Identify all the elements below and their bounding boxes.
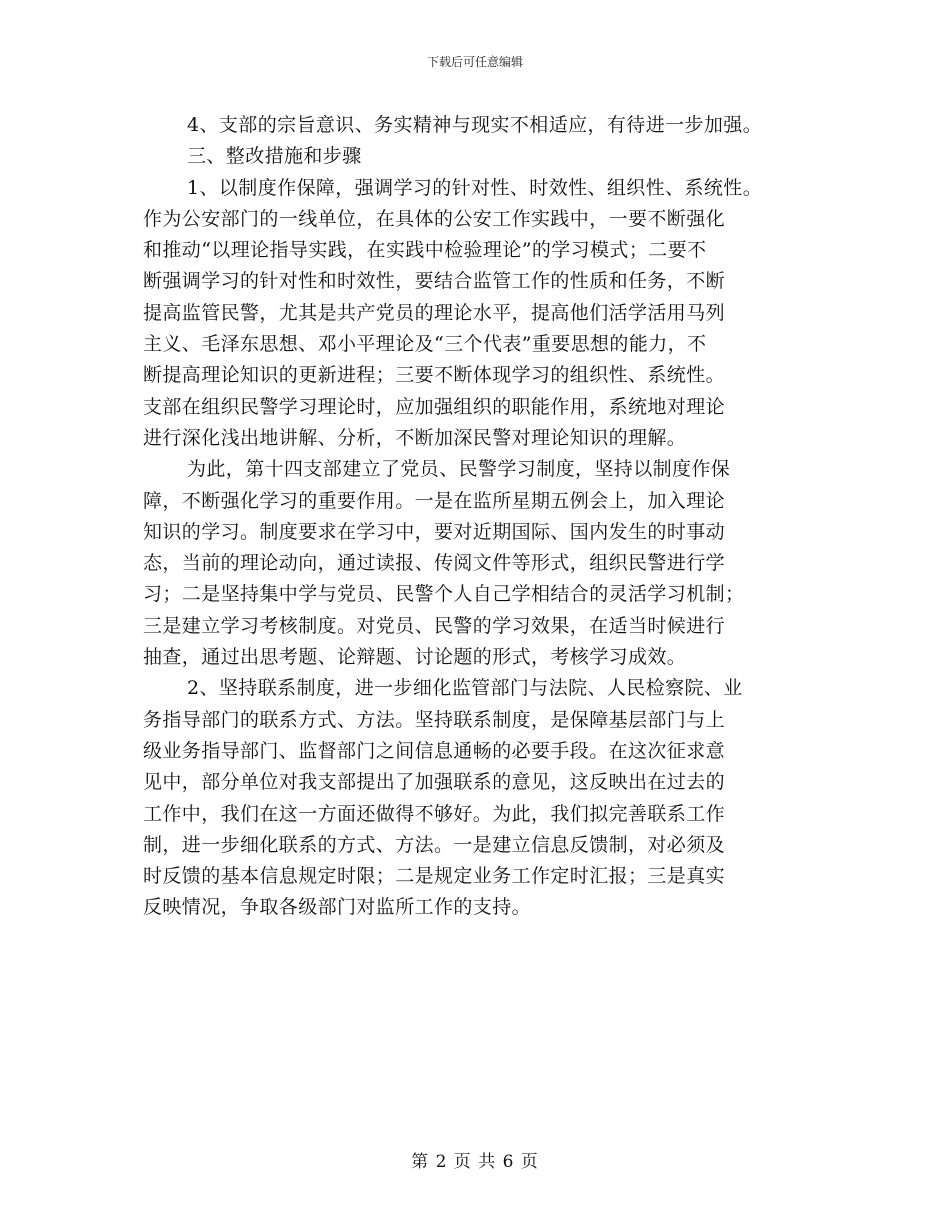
text-line: 反映情况，争取各级部门对监所工作的支持。 [143, 896, 532, 919]
text-line: 知识的学习。制度要求在学习中，要对近期国际、国内发生的时事动 [143, 520, 726, 543]
text-line: 态，当前的理论动向，通过读报、传阅文件等形式，组织民警进行学 [143, 552, 726, 575]
text-line: 1、以制度作保障，强调学习的针对性、时效性、组织性、系统性。 [187, 176, 763, 199]
text-line: 为此，第十四支部建立了党员、民警学习制度，坚持以制度作保 [187, 458, 731, 481]
document-body [143, 110, 843, 924]
text-line: 级业务指导部门、监督部门之间信息通畅的必要手段。在这次征求意 [143, 739, 726, 762]
page-header: 下载后可任意编辑 [426, 55, 523, 69]
text-line: 时反馈的基本信息规定时限；二是规定业务工作定时汇报；三是真实 [143, 865, 726, 888]
text-line: 三是建立学习考核制度。对党员、民警的学习效果，在适当时候进行 [143, 614, 726, 637]
text-line: 进行深化浅出地讲解、分析，不断加深民警对理论知识的理解。 [143, 426, 687, 449]
text-line: 障，不断强化学习的重要作用。一是在监所星期五例会上，加入理论 [143, 489, 726, 512]
text-line: 习；二是坚持集中学与党员、民警个人自己学相结合的灵活学习机制； [143, 583, 745, 606]
text-line: 4、支部的宗旨意识、务实精神与现实不相适应，有待进一步加强。 [187, 114, 763, 136]
text-line: 支部在组织民警学习理论时，应加强组织的职能作用，系统地对理论 [143, 395, 726, 418]
text-line: 主义、毛泽东思想、邓小平理论及“三个代表”重要思想的能力，不 [143, 333, 707, 356]
text-line: 务指导部门的联系方式、方法。坚持联系制度，是保障基层部门与上 [143, 708, 726, 731]
page-footer: 第 2 页 共 6 页 [411, 1152, 539, 1172]
text-line: 制，进一步细化联系的方式、方法。一是建立信息反馈制，对必须及 [143, 833, 726, 856]
text-line: 和推动“以理论指导实践，在实践中检验理论”的学习模式；二要不 [143, 239, 707, 262]
text-line: 2、坚持联系制度，进一步细化监管部门与法院、人民检察院、业 [187, 677, 743, 700]
text-line: 断强调学习的针对性和时效性，要结合监管工作的性质和任务，不断 [143, 270, 726, 293]
text-line: 三、整改措施和步骤 [187, 145, 362, 168]
text-line: 提高监管民警，尤其是共产党员的理论水平，提高他们活学活用马列 [143, 301, 726, 324]
text-line: 工作中，我们在这一方面还做得不够好。为此，我们拟完善联系工作 [143, 802, 726, 825]
text-line: 断提高理论知识的更新进程；三要不断体现学习的组织性、系统性。 [143, 364, 726, 387]
text-line: 见中，部分单位对我支部提出了加强联系的意见，这反映出在过去的 [143, 771, 726, 794]
text-line: 作为公安部门的一线单位，在具体的公安工作实践中，一要不断强化 [143, 207, 726, 230]
text-line: 抽查，通过出思考题、论辩题、讨论题的形式，考核学习成效。 [143, 646, 687, 669]
